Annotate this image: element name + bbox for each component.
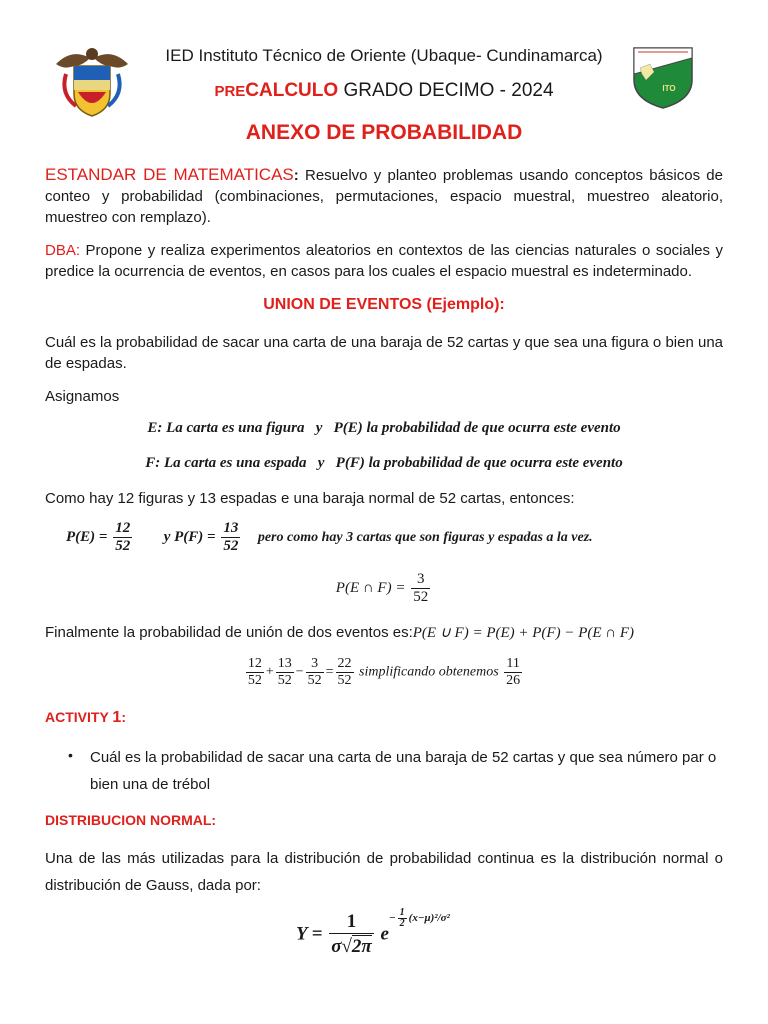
sum-op-minus: − — [295, 664, 304, 680]
intersection-lhs: P(E ∩ F) = — [335, 579, 406, 596]
sum-a-denominator: 52 — [247, 673, 262, 688]
gauss-root-content: 2π — [351, 936, 372, 958]
activity-number: 1 — [112, 709, 122, 726]
course-rest: GRADO DECIMO - 2024 — [338, 80, 554, 101]
gauss-exp-half-num: 1 — [399, 907, 405, 918]
course-prefix: PRE — [214, 83, 246, 100]
sum-d-numerator: 22 — [337, 656, 352, 671]
sum-computation — [0, 656, 768, 689]
pf-numerator: 13 — [223, 520, 239, 536]
simplify-text: simplificando obtenemos — [359, 664, 499, 680]
event-e-definition: E: La carta es una figura y P(E) la probabilidad de que ocurra este evento — [147, 420, 621, 436]
gauss-exp-rest: (x−μ)²/σ² — [408, 912, 450, 925]
normal-heading: DISTRIBUCION NORMAL: — [45, 812, 217, 828]
dba-label: DBA: — [45, 242, 81, 259]
gauss-exp-half-den: 2 — [399, 918, 405, 929]
sum-b-numerator: 13 — [277, 656, 292, 671]
gauss-e: e — [380, 923, 389, 945]
activity-label: ACTIVITY — [45, 709, 113, 725]
final-formula: P(E ∪ F) = P(E) + P(F) − P(E ∩ F) — [412, 625, 635, 641]
gauss-sigma: σ — [331, 936, 342, 958]
sum-c-numerator: 3 — [311, 656, 319, 671]
sum-fraction-b — [276, 656, 294, 689]
intersection-formula — [0, 571, 768, 606]
result-denominator: 26 — [506, 673, 521, 688]
pf-lhs: y P(F) = — [163, 528, 216, 545]
shield-text: ITO — [662, 84, 676, 93]
assign-text: Asignamos — [45, 388, 120, 405]
pf-fraction — [221, 520, 240, 555]
estandar-paragraph — [45, 164, 723, 228]
intersection-numerator: 3 — [416, 571, 425, 587]
sum-fraction-d — [336, 656, 354, 689]
union-heading: UNION DE EVENTOS (Ejemplo): — [263, 296, 505, 313]
pf-denominator: 52 — [223, 538, 239, 554]
dba-text: Propone y realiza experimentos aleatorios en contextos de las ciencias naturales o sociales y predice la ocurrencia de eventos, en casos para los cuales el espacio muestral es indeterminado. — [45, 242, 723, 280]
pero-text: pero como hay 3 cartas que son figuras y espadas a la vez. — [257, 529, 593, 545]
sum-c-denominator: 52 — [307, 673, 322, 688]
estandar-label: ESTANDAR DE MATEMATICAS — [45, 165, 294, 184]
estandar-text: Resuelvo y planteo problemas usando conceptos básicos de conteo y probabilidad (combinaciones, permutaciones, espacio muestral, muestreo aleatorio, muestreo con remplazo). — [45, 167, 723, 226]
gauss-exp-minus: − — [388, 912, 396, 925]
course-title — [0, 80, 768, 102]
probability-line — [66, 520, 593, 555]
gaussian-formula — [296, 908, 450, 958]
page-title: ANEXO DE PROBABILIDAD — [245, 121, 523, 144]
pe-numerator: 12 — [115, 520, 131, 536]
sqrt-icon: √ — [341, 936, 352, 958]
gauss-numerator: 1 — [346, 911, 357, 933]
sum-op-plus: + — [265, 664, 274, 680]
intersection-denominator: 52 — [413, 589, 429, 605]
gauss-fraction — [329, 911, 374, 958]
sum-fraction-c — [306, 656, 324, 689]
pe-denominator: 52 — [115, 538, 131, 554]
sum-b-denominator: 52 — [277, 673, 292, 688]
result-numerator: 11 — [506, 656, 520, 671]
normal-text: Una de las más utilizadas para la distribución de probabilidad continua es la distribución normal o distribución de Gauss, dada por: — [45, 850, 723, 894]
sum-a-numerator: 12 — [247, 656, 262, 671]
activity-colon: : — [121, 709, 126, 725]
intersection-fraction — [411, 571, 430, 606]
pe-lhs: P(E) = — [66, 528, 108, 545]
course-main: CALCULO — [245, 80, 339, 101]
event-f-definition: F: La carta es una espada y P(F) la probabilidad de que ocurra este evento — [145, 455, 623, 471]
bullet-icon: • — [68, 747, 73, 763]
dba-paragraph — [45, 240, 723, 282]
pe-fraction — [113, 520, 132, 555]
gauss-exp-half — [398, 908, 407, 929]
institution-name: IED Instituto Técnico de Oriente (Ubaque- Cundinamarca) — [165, 46, 603, 65]
estandar-colon: : — [293, 167, 299, 184]
sum-op-equals: = — [325, 664, 334, 680]
final-text: Finalmente la probabilidad de unión de dos eventos es: — [45, 624, 413, 641]
gauss-exponent — [388, 907, 450, 929]
final-union-line — [45, 623, 634, 642]
gauss-y: Y = — [296, 923, 323, 945]
sum-fraction-a — [246, 656, 264, 689]
sum-d-denominator: 52 — [337, 673, 352, 688]
activity-item: Cuál es la probabilidad de sacar una carta de una baraja de 52 cartas y que sea número par o bien una de trébol — [90, 749, 717, 793]
activity-heading — [45, 709, 126, 727]
result-fraction — [504, 656, 522, 689]
gauss-denominator — [329, 933, 374, 958]
union-question: Cuál es la probabilidad de sacar una carta de una baraja de 52 cartas y que sea una figura o bien una de espadas. — [45, 334, 723, 372]
como-hay-text: Como hay 12 figuras y 13 espadas e una baraja normal de 52 cartas, entonces: — [45, 490, 575, 507]
